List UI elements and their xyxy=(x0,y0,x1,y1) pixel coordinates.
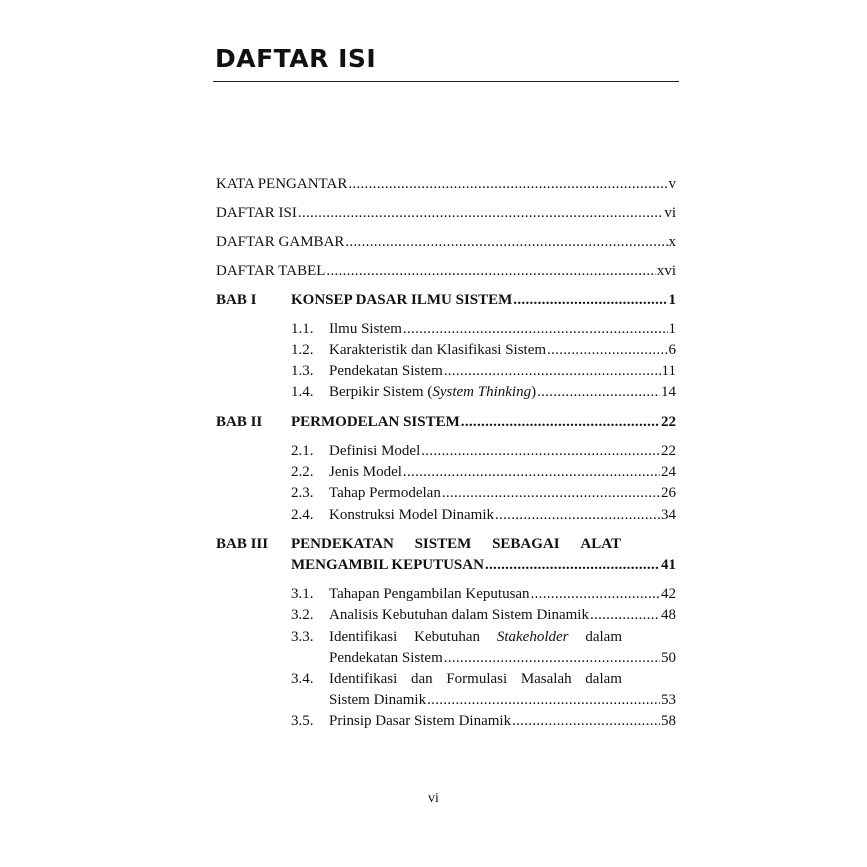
section-page: 14 xyxy=(661,384,676,400)
section-word: dalam xyxy=(585,629,622,645)
toc-entry-kata-pengantar[interactable] xyxy=(216,176,676,193)
section-label: Pendekatan Sistem xyxy=(329,650,443,666)
chapter-page: 1 xyxy=(668,292,676,308)
section-label: Pendekatan Sistem xyxy=(329,363,443,379)
chapter-title: KONSEP DASAR ILMU SISTEM xyxy=(291,292,513,308)
section-word: Identifikasi xyxy=(329,671,398,687)
section-word: Masalah xyxy=(520,671,572,687)
section-label: Analisis Kebutuhan dalam Sistem Dinamik xyxy=(329,607,589,623)
toc-section-3-3[interactable] xyxy=(329,650,676,667)
section-page: 53 xyxy=(661,692,676,708)
toc-section-3-4[interactable] xyxy=(329,692,676,709)
dot-leader xyxy=(495,507,660,524)
section-label-suffix: ) xyxy=(531,384,537,400)
chapter-title-word: SISTEM xyxy=(414,536,472,552)
chapter-number: BAB III xyxy=(216,536,269,552)
section-number: 1.1. xyxy=(291,321,314,337)
toc-entry-label: DAFTAR ISI xyxy=(216,205,297,221)
dot-leader xyxy=(513,292,667,309)
section-label-prefix: Berpikir Sistem ( xyxy=(329,384,433,400)
dot-leader xyxy=(348,176,667,193)
dot-leader xyxy=(444,363,661,380)
section-number: 1.3. xyxy=(291,363,314,379)
chapter-number: BAB I xyxy=(216,292,257,308)
dot-leader xyxy=(298,205,663,222)
section-number: 3.2. xyxy=(291,607,314,623)
dot-leader xyxy=(512,713,660,730)
page-title: DAFTAR ISI xyxy=(215,44,377,73)
chapter-title-word: PENDEKATAN xyxy=(291,536,394,552)
section-label: Prinsip Dasar Sistem Dinamik xyxy=(329,713,512,729)
dot-leader xyxy=(442,485,660,502)
dot-leader xyxy=(444,650,660,667)
chapter-number: BAB II xyxy=(216,414,263,430)
toc-section-1-2[interactable] xyxy=(329,342,676,359)
toc-entry-daftar-tabel[interactable] xyxy=(216,263,676,280)
toc-entry-label: DAFTAR GAMBAR xyxy=(216,234,345,250)
toc-section-2-2[interactable] xyxy=(329,464,676,481)
chapter-title: MENGAMBIL KEPUTUSAN xyxy=(291,557,484,573)
section-page: 1 xyxy=(668,321,676,337)
toc-section-1-1[interactable] xyxy=(329,321,676,338)
section-number: 2.4. xyxy=(291,507,314,523)
dot-leader xyxy=(403,464,660,481)
section-word: Kebutuhan xyxy=(414,629,480,645)
section-page: 42 xyxy=(661,586,676,602)
chapter-title: PERMODELAN SISTEM xyxy=(291,414,460,430)
dot-leader xyxy=(531,586,660,603)
toc-entry-label: KATA PENGANTAR xyxy=(216,176,348,192)
toc-section-1-3[interactable] xyxy=(329,363,676,380)
section-label: Jenis Model xyxy=(329,464,402,480)
section-label: Konstruksi Model Dinamik xyxy=(329,507,494,523)
chapter-page: 41 xyxy=(661,557,676,573)
toc-section-3-1[interactable] xyxy=(329,586,676,603)
section-number: 2.1. xyxy=(291,443,314,459)
toc-section-3-4-line1[interactable] xyxy=(329,671,622,688)
toc-chapter-1[interactable] xyxy=(291,292,676,309)
chapter-page: 22 xyxy=(661,414,676,430)
section-page: 26 xyxy=(661,485,676,501)
dot-leader xyxy=(326,263,655,280)
dot-leader xyxy=(547,342,667,359)
section-number: 3.4. xyxy=(291,671,314,687)
section-number: 3.3. xyxy=(291,629,314,645)
toc-section-2-3[interactable] xyxy=(329,485,676,502)
toc-entry-page: xvi xyxy=(656,263,676,279)
section-label: Tahap Permodelan xyxy=(329,485,441,501)
toc-section-3-5[interactable] xyxy=(329,713,676,730)
toc-section-2-4[interactable] xyxy=(329,507,676,524)
section-number: 3.1. xyxy=(291,586,314,602)
section-number: 2.3. xyxy=(291,485,314,501)
dot-leader xyxy=(461,414,660,431)
section-label xyxy=(329,384,536,401)
chapter-title-line1[interactable] xyxy=(291,536,621,553)
toc-entry-label: DAFTAR TABEL xyxy=(216,263,326,279)
toc-entry-page: v xyxy=(668,176,676,192)
toc-section-2-1[interactable] xyxy=(329,443,676,460)
section-number: 3.5. xyxy=(291,713,314,729)
section-page: 11 xyxy=(661,363,676,379)
section-page: 24 xyxy=(661,464,676,480)
section-word: Formulasi xyxy=(446,671,508,687)
dot-leader xyxy=(421,443,660,460)
section-label-italic: System Thinking xyxy=(432,384,532,400)
toc-section-1-4[interactable] xyxy=(329,384,676,401)
section-number: 1.2. xyxy=(291,342,314,358)
toc-entry-daftar-gambar[interactable] xyxy=(216,234,676,251)
toc-section-3-3-line1[interactable] xyxy=(329,629,622,646)
dot-leader xyxy=(537,384,660,401)
chapter-title-word: SEBAGAI xyxy=(492,536,560,552)
toc-entry-daftar-isi[interactable] xyxy=(216,205,676,222)
dot-leader xyxy=(345,234,667,251)
toc-chapter-2[interactable] xyxy=(291,414,676,431)
toc-section-3-2[interactable] xyxy=(329,607,676,624)
dot-leader xyxy=(485,557,660,574)
section-label: Sistem Dinamik xyxy=(329,692,427,708)
section-page: 48 xyxy=(661,607,676,623)
section-page: 50 xyxy=(661,650,676,666)
section-number: 2.2. xyxy=(291,464,314,480)
section-label: Karakteristik dan Klasifikasi Sistem xyxy=(329,342,547,358)
dot-leader xyxy=(403,321,668,338)
toc-entry-page: x xyxy=(668,234,676,250)
toc-entry-page: vi xyxy=(664,205,676,221)
section-page: 34 xyxy=(661,507,676,523)
dot-leader xyxy=(590,607,660,624)
section-word: dalam xyxy=(585,671,622,687)
dot-leader xyxy=(427,692,660,709)
section-word: dan xyxy=(410,671,433,687)
section-page: 22 xyxy=(661,443,676,459)
chapter-title-word: ALAT xyxy=(580,536,621,552)
page-number: vi xyxy=(428,791,439,806)
toc-chapter-3[interactable] xyxy=(291,557,676,574)
section-label: Definisi Model xyxy=(329,443,421,459)
section-page: 6 xyxy=(668,342,676,358)
section-word: Identifikasi xyxy=(329,629,398,645)
section-word-italic: Stakeholder xyxy=(496,629,569,645)
section-label: Tahapan Pengambilan Keputusan xyxy=(329,586,530,602)
section-page: 58 xyxy=(661,713,676,729)
section-number: 1.4. xyxy=(291,384,314,400)
section-label: Ilmu Sistem xyxy=(329,321,402,337)
